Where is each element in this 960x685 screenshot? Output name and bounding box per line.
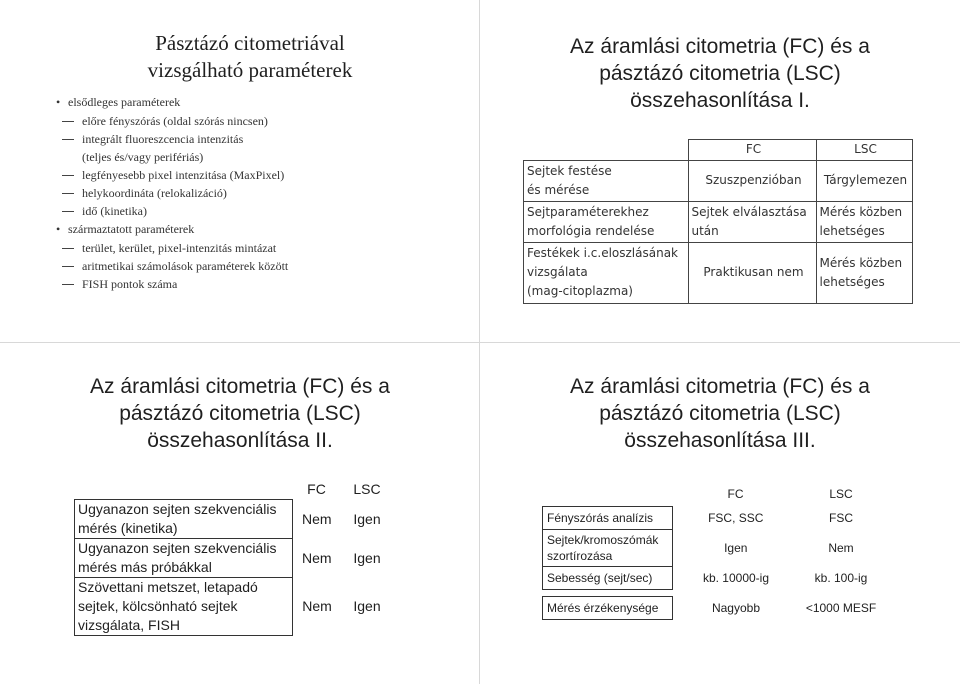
slide-comparison-1 <box>480 0 959 342</box>
table-row <box>524 242 913 303</box>
fc-cell: Nem <box>302 598 332 614</box>
slide-title <box>110 30 390 84</box>
list-item: előre fényszórás (oldal szórás nincsen) <box>52 112 452 130</box>
title-line: Az áramlási citometria (FC) és a <box>570 35 870 58</box>
dash-icon <box>62 139 74 140</box>
dash-icon <box>62 175 74 176</box>
dash-icon <box>62 248 74 249</box>
table-row <box>524 201 913 242</box>
table-row <box>75 578 394 636</box>
header-lsc: LSC <box>829 487 853 502</box>
lsc-cell: <1000 MESF <box>805 601 877 615</box>
title-line: pásztázó citometria (LSC) <box>599 62 841 85</box>
row-label: Sejtek/kromoszómák szortírozása <box>543 530 673 567</box>
title-line: pásztázó citometria (LSC) <box>119 402 361 425</box>
table-row <box>543 507 884 530</box>
list-item: FISH pontok száma <box>52 275 452 293</box>
slide-title <box>540 373 900 454</box>
list-item: • elsődleges paraméterek <box>52 93 452 112</box>
fc-cell: Nem <box>301 549 332 566</box>
slide-parameters <box>0 0 479 342</box>
dash-icon <box>62 193 74 194</box>
lsc-cell: FSC <box>829 511 853 525</box>
title-line: összehasonlítása II. <box>147 429 333 452</box>
slide-comparison-2 <box>0 343 479 685</box>
lsc-cell: Mérés közben lehetséges <box>816 242 912 303</box>
header-fc: FC <box>727 487 744 502</box>
fc-cell: Praktikusan nem <box>688 242 816 303</box>
row-label: Mérés érzékenysége <box>543 597 673 620</box>
title-line: pásztázó citometria (LSC) <box>599 402 841 425</box>
table-row <box>75 539 394 578</box>
header-fc: FC <box>307 480 326 497</box>
table-header-row <box>524 140 913 161</box>
dash-icon <box>62 266 74 267</box>
fc-cell: Igen <box>724 541 748 555</box>
table-row <box>543 567 884 590</box>
row-label: Festékek i.c.eloszlásának vizsgálata (mag-citoplazma) <box>524 242 689 303</box>
fc-cell: Nagyobb <box>711 601 761 615</box>
title-line: összehasonlítása III. <box>624 429 816 452</box>
list-item: terület, kerület, pixel-intenzitás mintázat <box>52 239 452 257</box>
table-row <box>75 500 394 539</box>
title-line: Pásztázó citometriával <box>155 31 345 55</box>
title-line: Az áramlási citometria (FC) és a <box>90 375 390 398</box>
header-lsc: LSC <box>816 140 912 161</box>
fc-cell: Nem <box>301 510 332 527</box>
lsc-cell: Tárgylemezen <box>816 160 912 201</box>
list-item: • származtatott paraméterek <box>52 220 452 239</box>
row-label: Sejtparaméterekhez morfológia rendelése <box>524 201 689 242</box>
fc-cell: kb. 10000-ig <box>702 571 770 585</box>
table-row <box>543 597 884 620</box>
row-label: Fényszórás analízis <box>543 507 673 530</box>
title-line: vizsgálható paraméterek <box>147 58 353 82</box>
lsc-cell: kb. 100-ig <box>814 571 868 585</box>
fc-cell: Sejtek elválasztása után <box>688 201 816 242</box>
comparison-table <box>523 139 913 304</box>
lsc-cell: Igen <box>353 510 381 527</box>
table-header-row <box>543 482 884 507</box>
table-row <box>524 160 913 201</box>
comparison-table <box>74 479 394 636</box>
list-item: helykoordináta (relokalizáció) <box>52 184 452 202</box>
list-item: aritmetikai számolások paraméterek között <box>52 257 452 275</box>
dash-icon <box>62 211 74 212</box>
title-line: összehasonlítása I. <box>630 89 810 112</box>
table-row <box>543 530 884 567</box>
lsc-cell: Nem <box>828 541 854 555</box>
lsc-cell: Igen <box>353 549 381 566</box>
slide-title <box>60 373 420 454</box>
dash-icon <box>62 121 74 122</box>
row-label: Ugyanazon sejten szekvenciális mérés (kinetika) <box>75 500 293 539</box>
list-item: idő (kinetika) <box>52 202 452 220</box>
header-lsc: LSC <box>353 480 381 497</box>
row-label: Sejtek festése és mérése <box>524 160 689 201</box>
row-label: Szövettani metszet, letapadó sejtek, kölcsönható sejtek vizsgálata, FISH <box>75 578 293 636</box>
parameter-list <box>52 93 452 293</box>
row-label: Sebesség (sejt/sec) <box>543 567 673 590</box>
table-header-row <box>75 479 394 500</box>
header-fc: FC <box>688 140 816 161</box>
comparison-table <box>542 482 884 620</box>
slide-title <box>540 33 900 114</box>
list-item: (teljes és/vagy perifériás) <box>82 150 204 164</box>
fc-cell: Szuszpenzióban <box>688 160 816 201</box>
list-item: integrált fluoreszcencia intenzitás <box>52 130 452 148</box>
fc-cell: FSC, SSC <box>708 511 764 525</box>
title-line: Az áramlási citometria (FC) és a <box>570 375 870 398</box>
lsc-cell: Igen <box>353 598 381 614</box>
slide-comparison-3 <box>480 343 959 685</box>
list-item: legfényesebb pixel intenzitása (MaxPixel) <box>52 166 452 184</box>
lsc-cell: Mérés közben lehetséges <box>816 201 912 242</box>
row-label: Ugyanazon sejten szekvenciális mérés más próbákkal <box>75 539 293 578</box>
dash-icon <box>62 284 74 285</box>
